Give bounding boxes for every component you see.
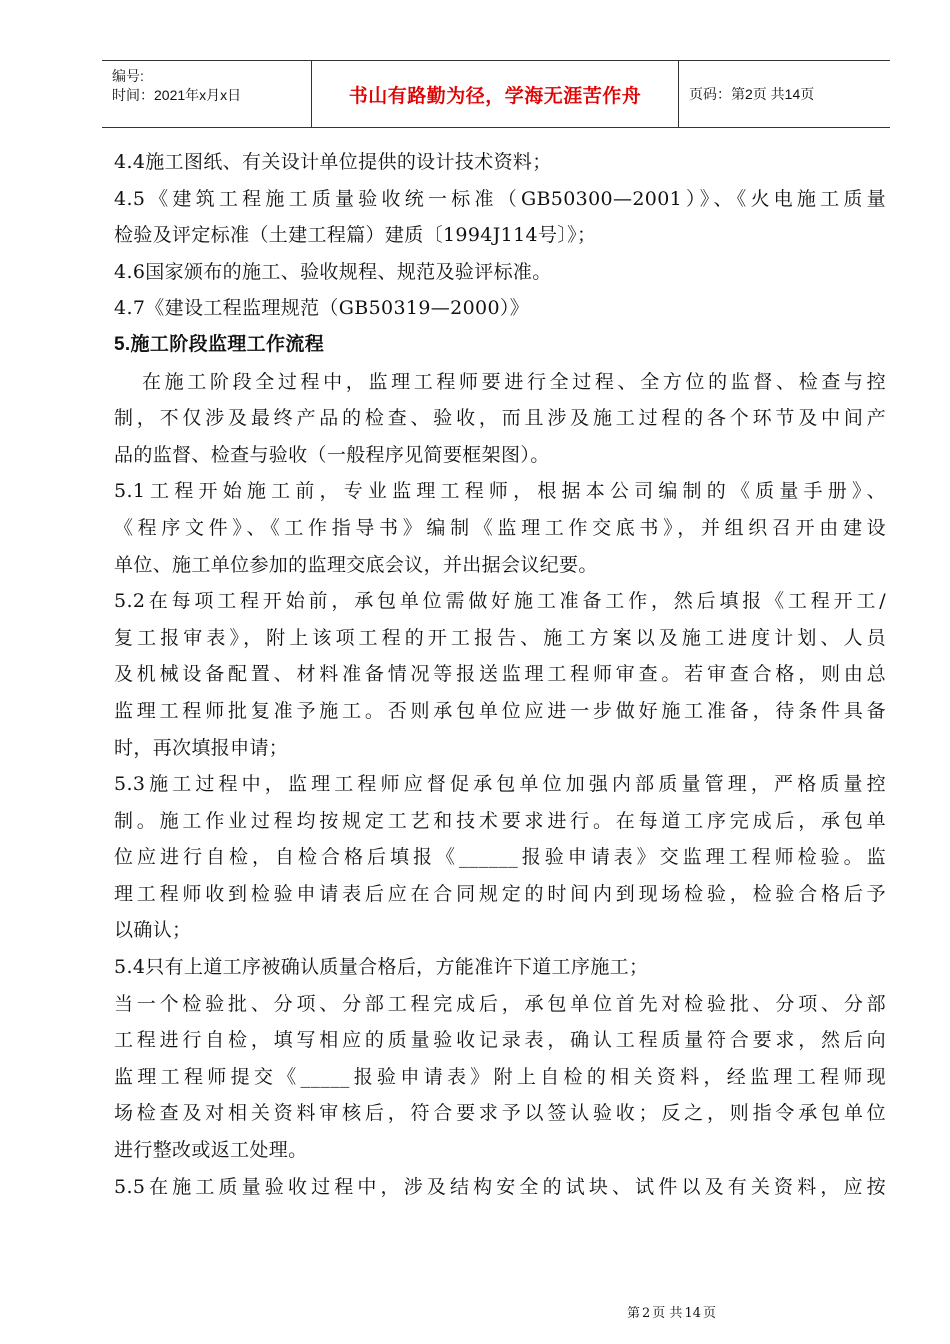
paragraph-line: 工程进行自检，填写相应的质量验收记录表，确认工程质量符合要求，然后向 — [114, 1029, 886, 1052]
paragraph-line: 及机械设备配置、材料准备情况等报送监理工程师审查。若审查合格，则由总 — [114, 663, 886, 686]
paragraph-line: 场检查及对相关资料审核后，符合要求予以签认验收；反之，则指令承包单位 — [114, 1102, 886, 1125]
section-heading: 5.施工阶段监理工作流程 — [114, 333, 325, 355]
time-label: 时间：2021年x月x日 — [112, 87, 242, 103]
paragraph-line: 5.5在施工质量验收过程中，涉及结构安全的试块、试件以及有关资料，应按 — [114, 1175, 886, 1198]
paragraph-line: 位应进行自检，自检合格后填报《______报验申请表》交监理工程师检验。监 — [114, 846, 886, 869]
paragraph-line: 5.1工程开始施工前，专业监理工程师，根据本公司编制的《质量手册》、 — [114, 480, 886, 503]
header-motto: 书山有路勤为径，学海无涯苦作舟 — [312, 61, 679, 127]
paragraph-line: 5.3施工过程中，监理工程师应督促承包单位加强内部质量管理，严格质量控 — [114, 773, 886, 796]
footer-suffix: 页 — [702, 1306, 716, 1321]
paragraph-line: 复工报审表》，附上该项工程的开工报告、施工方案以及施工进度计划、人员 — [114, 626, 886, 649]
paragraph-line: 单位、施工单位参加的监理交底会议，并出据会议纪要。 — [114, 553, 598, 576]
paragraph-line: 监理工程师批复准予施工。否则承包单位应进一步做好施工准备，待条件具备 — [114, 699, 886, 722]
paragraph-line: 5.4只有上道工序被确认质量合格后，方能准许下道工序施工； — [114, 956, 649, 979]
paragraph-line: 时，再次填报申请； — [114, 736, 289, 759]
header-meta — [102, 61, 312, 127]
paragraph-line: 理工程师收到检验申请表后应在合同规定的时间内到现场检验，检验合格后予 — [114, 882, 886, 905]
paragraph-line: 制。施工作业过程均按规定工艺和技术要求进行。在每道工序完成后，承包单 — [114, 809, 886, 832]
paragraph-line: 5.2在每项工程开始前，承包单位需做好施工准备工作，然后填报《工程开工/ — [114, 590, 886, 613]
paragraph-line: 4.7《建设工程监理规范（GB50319—2000）》 — [114, 297, 530, 320]
paragraph-line: 4.5《建筑工程施工质量验收统一标准（GB50300—2001）》、《火电施工质量 — [114, 187, 886, 210]
document-body — [114, 144, 886, 1205]
paragraph-line: 在施工阶段全过程中，监理工程师要进行全过程、全方位的监督、检查与控 — [142, 370, 886, 393]
paragraph-line: 进行整改或返工处理。 — [114, 1139, 308, 1162]
header-page-info: 页码：第2页 共14页 — [689, 86, 815, 102]
paragraph-line: 《程序文件》、《工作指导书》编制《监理工作交底书》，并组织召开由建设 — [114, 516, 886, 539]
paragraph-line: 品的监督、检查与验收（一般程序见简要框架图）。 — [114, 443, 550, 466]
paragraph-line: 检验及评定标准（土建工程篇）建质〔1994J114号〕》； — [114, 224, 597, 247]
page-header — [102, 60, 890, 128]
paragraph-line: 监理工程师提交《_____报验申请表》附上自检的相关资料，经监理工程师现 — [114, 1065, 886, 1088]
footer-total-pages: 14 — [684, 1306, 701, 1321]
footer-page-number: 2 — [642, 1306, 651, 1321]
paragraph-line: 当一个检验批、分项、分部工程完成后，承包单位首先对检验批、分项、分部 — [114, 992, 886, 1015]
paragraph-line: 4.6国家颁布的施工、验收规程、规范及验评标准。 — [114, 260, 552, 283]
paragraph-line: 制，不仅涉及最终产品的检查、验收，而且涉及施工过程的各个环节及中间产 — [114, 407, 886, 430]
number-label: 编号: — [112, 68, 144, 84]
footer-prefix: 第 — [627, 1306, 641, 1321]
paragraph-line: 以确认； — [114, 919, 192, 942]
page-footer — [626, 1302, 717, 1321]
paragraph-line: 4.4施工图纸、有关设计单位提供的设计技术资料； — [114, 151, 552, 173]
footer-mid: 页 共 — [652, 1306, 683, 1321]
